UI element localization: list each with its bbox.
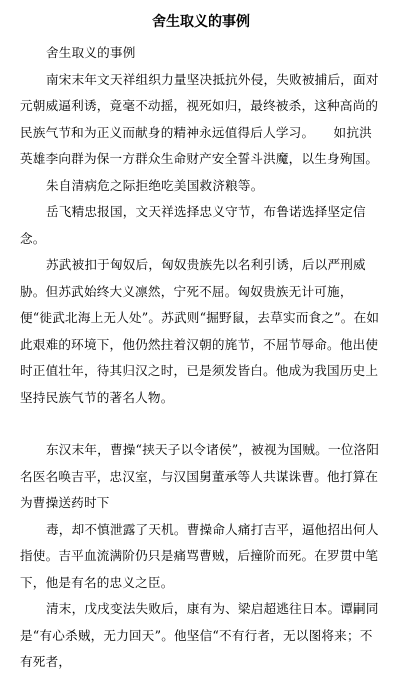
paragraph-tan-sitong: 清末，戊戌变法失败后，康有为、梁启超逃往日本。谭嗣同是“有心杀贼，无力回天”。他坚信“不有行者，无以图将来；不有死者， — [20, 601, 379, 669]
paragraph-wen-tianxiang: 南宋末年文天祥组织力量坚决抵抗外侵，失败被捕后，面对元朝威逼利诱，竟毫不动摇，视死如归，最终被杀，这种高尚的民族气节和为正义而献身的精神永远值得后人学习。 如抗洪英雄李向群为保一方群众生命财产安全誓斗洪魔，以生身殉国。 — [20, 71, 379, 166]
paragraph-su-wu: 苏武被扣于匈奴后，匈奴贵族先以名利引诱，后以严刑威胁。但苏武始终大义凛然，宁死不屈。匈奴贵族无计可施，便“徙武北海上无人处”。苏武则“掘野鼠，去草实而食之”。在如此艰难的环境下，他仍然拄着汉朝的旄节，不屈节辱命。他出使时正值壮年，待其归汉之时，已是须发皆白。他成为我国历史上坚持民族气节的著名人物。 — [20, 257, 380, 405]
paragraph-ji-ping-continued: 毒，却不慎泄露了天机。曹操命人痛打吉平，逼他招出何人指使。吉平血流满阶仍只是痛骂曹贼，后撞阶而死。在罗贯中笔下，他是有名的忠义之臣。 — [20, 521, 379, 590]
paragraph-subtitle: 舍生取义的事例 — [46, 45, 136, 60]
paragraph-yue-fei: 岳飞精忠报国，文天祥选择忠义守节，布鲁诺选择坚定信念。 — [20, 204, 366, 246]
paragraph-gap — [20, 411, 382, 437]
document-title: 舍生取义的事例 — [152, 14, 250, 30]
paragraph-ji-ping: 东汉末年，曹操“挟天子以令诸侯”，被视为国贼。一位洛阳名医名唤吉平，忠汉室，与汉国舅董承等人共谋诛曹。他打算在为曹操送药时下 — [20, 442, 380, 510]
paragraph-zhu-ziqing: 朱自清病危之际拒绝吃美国救济粮等。 — [46, 177, 264, 193]
